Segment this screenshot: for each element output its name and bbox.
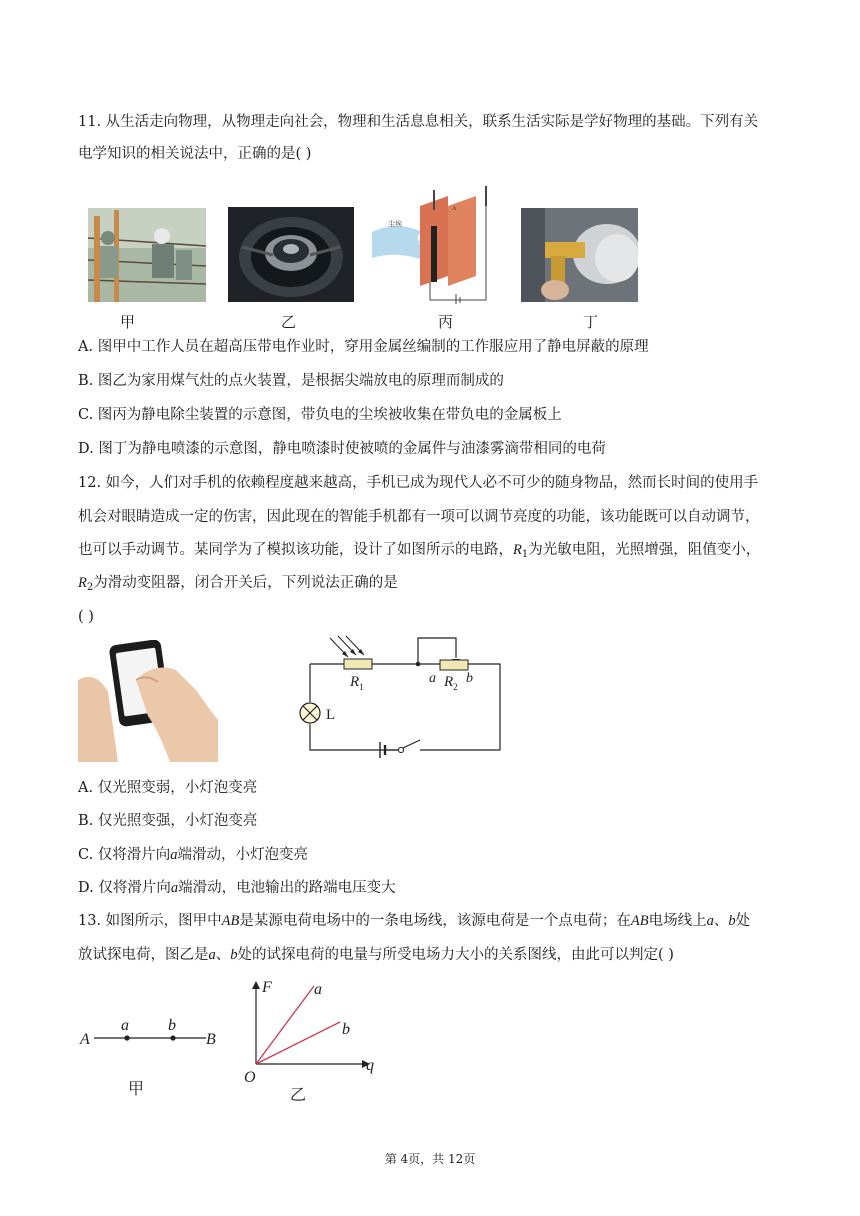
q11-caption-bing: 丙 (438, 313, 454, 331)
yi-label-F: F (262, 979, 272, 996)
q12-option-b: B. 仅光照变强，小灯泡变亮 (78, 813, 258, 829)
jia-caption: 甲 (128, 1081, 145, 1098)
q13-figure-yi (238, 976, 388, 1106)
jia-label-B: B (206, 1031, 216, 1048)
q12-line3: 也可以手动调节。某同学为了模拟该功能，设计了如图所示的电路，$R_1$为光敏电阻，光照增强，阻值变小， (78, 542, 761, 560)
yi-label-a: a (314, 981, 322, 998)
q12-line4: $R_2$为滑动变阻器，闭合开关后，下列说法正确的是 (78, 575, 398, 593)
q12-circuit-diagram (296, 630, 506, 760)
dust-label: 尘埃 (388, 220, 402, 228)
r2-symbol: R (78, 575, 87, 591)
q13-stem-line1: 13. 如图所示，图甲中AB是某源电荷电场中的一条电场线，该源电荷是一个点电荷；在AB电场线上a、b处 (78, 913, 751, 929)
r1-symbol: R (513, 542, 522, 558)
line-a (256, 986, 314, 1064)
jia-label-a: a (121, 1017, 129, 1034)
plate-label: A (452, 206, 457, 212)
jia-label-b: b (168, 1017, 176, 1034)
q12-line1: 12. 如今，人们对手机的依赖程度越来越高，手机已成为现代人必不可少的随身物品，然而长时间的使用手 (78, 475, 759, 491)
q11-caption-jia: 甲 (120, 313, 136, 331)
circuit-r1-label: $R_1$ (350, 674, 364, 692)
circuit-r2-label: $R_2$ (444, 674, 458, 692)
yi-label-O: O (244, 1069, 256, 1086)
q11-option-b: B. 图乙为家用煤气灶的点火装置，是根据尖端放电的原理而制成的 (78, 373, 504, 389)
q12-option-d: D. 仅将滑片向a端滑动，电池输出的路端电压变大 (78, 880, 396, 896)
page-footer: 第 4页，共 12页 (384, 1152, 476, 1166)
jia-label-A: A (80, 1031, 90, 1048)
q11-caption-yi: 乙 (281, 313, 297, 331)
yi-caption: 乙 (290, 1087, 307, 1104)
q11-image-jia (88, 208, 206, 302)
q11-option-c: C. 图丙为静电除尘装置的示意图，带负电的尘埃被收集在带负电的金属板上 (78, 407, 562, 423)
q13-stem-line2: 放试探电荷，图乙是a、b处的试探电荷的电量与所受电场力大小的关系图线，由此可以判定( ) (78, 947, 674, 963)
q12-phone-image (78, 640, 218, 762)
yi-label-q: q (366, 1057, 374, 1074)
q11-stem-line1: 11. 从生活走向物理，从物理走向社会，物理和生活息息相关，联系生活实际是学好物理的基础。下列有关 (78, 114, 759, 130)
line-b (256, 1022, 340, 1064)
q11-image-ding (521, 208, 638, 302)
q13-figure-jia (76, 1012, 226, 1102)
circuit-lamp-label: L (326, 707, 336, 723)
q12-option-c: C. 仅将滑片向a端滑动，小灯泡变亮 (78, 847, 309, 863)
q11-option-d: D. 图丁为静电喷漆的示意图，静电喷漆时使被喷的金属件与油漆雾滴带相同的电荷 (78, 441, 606, 457)
q12-option-a: A. 仅光照变弱，小灯泡变亮 (78, 780, 258, 796)
yi-label-b: b (342, 1021, 350, 1038)
q11-option-a: A. 图甲中工作人员在超高压带电作业时，穿用金属丝编制的工作服应用了静电屏蔽的原理 (78, 339, 649, 355)
circuit-a-label: a (429, 671, 436, 686)
circuit-b-label: b (466, 671, 473, 686)
q11-image-bing (368, 180, 496, 304)
q12-paren: ( ) (78, 609, 94, 625)
q12-line2: 机会对眼睛造成一定的伤害，因此现在的智能手机都有一项可以调节亮度的功能，该功能既可以自动调节， (78, 509, 760, 525)
q11-image-yi (228, 207, 354, 302)
q11-stem-line2: 电学知识的相关说法中，正确的是( ) (78, 146, 312, 162)
q11-caption-ding: 丁 (583, 313, 599, 331)
